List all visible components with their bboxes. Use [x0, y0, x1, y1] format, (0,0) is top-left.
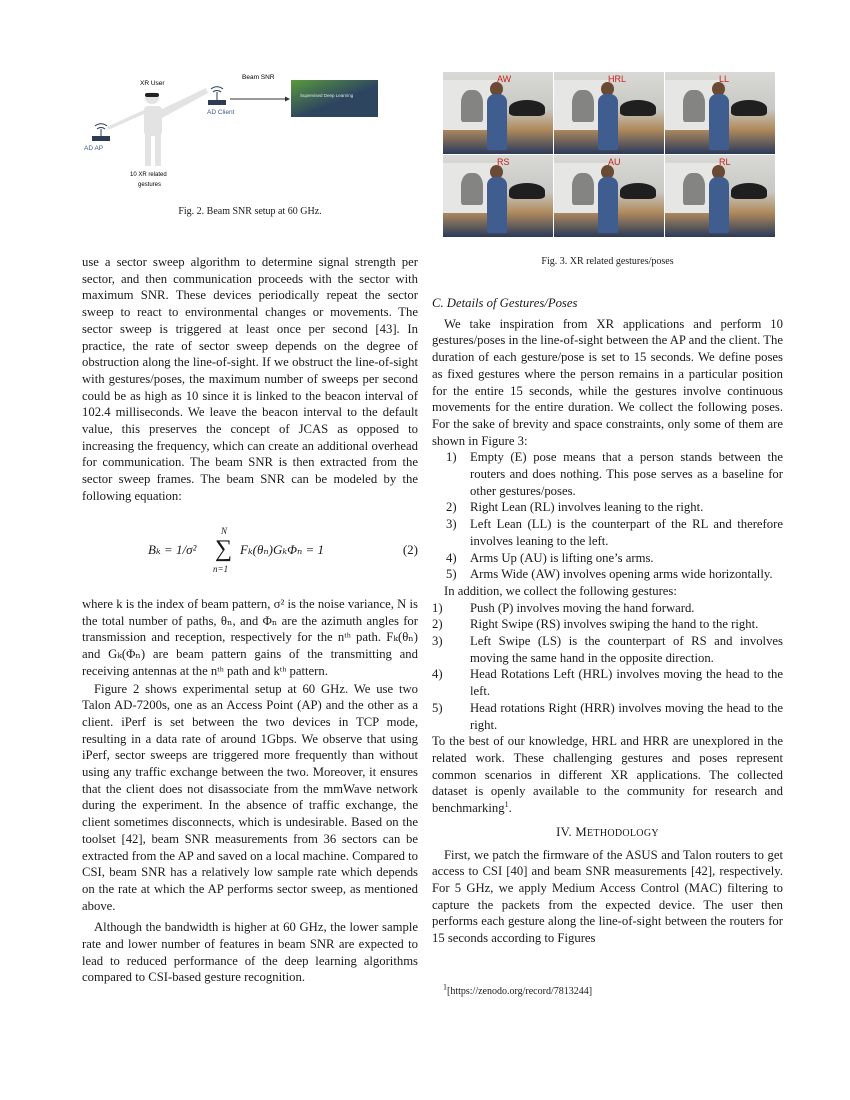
ad-client-label: AD Client [207, 109, 235, 116]
list-item [432, 449, 783, 499]
supervised-deep-learning-label: Supervised Deep Learning [300, 93, 354, 98]
equation-lhs: Bₖ = 1/σ² [148, 542, 197, 557]
tile-label: LL [719, 74, 730, 84]
list-number: 1) [432, 600, 443, 615]
paragraph-gestures-intro: We take inspiration from XR applications and perform 10 gestures/poses in the line-of-sight between the AP and the client. The duration of each gesture/pose is set to 15 seconds. We define poses as fixed gestures where the person remains in a particular position for the entire 15 seconds, while the gestures involve continuous movements for the entire duration. We collect the following poses. For the sake of brevity and space constraints, only some of them are shown in Figure 3: [432, 316, 783, 448]
arrow-head-icon [285, 97, 290, 102]
section-heading-methodology [432, 824, 783, 843]
photo-tile-rl [665, 155, 775, 237]
figure-2-caption: Fig. 2. Beam SNR setup at 60 GHz. [178, 206, 322, 217]
section-heading-details-gestures: C. Details of Gestures/Poses [432, 296, 578, 310]
list-number: 5) [446, 567, 457, 582]
list-item [432, 600, 783, 617]
left-column [82, 254, 418, 505]
photo-tile-hrl [554, 72, 664, 154]
list-item [432, 499, 783, 516]
equation-rhs: Fₖ(θₙ)GₖΦₙ = 1 [240, 542, 325, 557]
footnote-mark: 1 [443, 982, 447, 992]
list-text: Empty (E) pose means that a person stands between the routers and does nothing. This pose serves as a baseline for other gestures/poses. [470, 450, 783, 498]
person-silhouette-icon [107, 88, 208, 166]
ad-client-router-icon [208, 87, 226, 105]
list-number: 3) [432, 634, 443, 649]
paragraph-equation-terms: where k is the index of beam pattern, σ² is the noise variance, N is the total number of paths, θₙ, and Φₙ are the azimuth angles for transmission and reception, respectively for the nᵗʰ path. Fₖ(θₙ) and Gₖ(Φₙ) are beam pattern gains of the transmitting and receiving antennas at the nᵗʰ path and kᵗʰ pattern. [82, 597, 418, 678]
paragraph-experimental-setup: Figure 2 shows experimental setup at 60 GHz. We use two Talon AD-7200s, one as an Access Point (AP) and the other as a client. iPerf is set between the two devices in TCP mode, resulting in a data rate of around 1Gbps. We observe that using iPerf, sector sweeps are triggered more frequently than without using any traffic exchange between the two. Moreover, it ensures that the client does not disassociate from the mmWave network during the experiment. In the absence of traffic exchange, the client sometimes disconnects, which is undesirable. Based on the toolset [42], beam SNR measurements from 36 sectors can be extracted from the AP and saved on a local machine. Compared to CSI, beam SNR has a relatively low sample rate which depends on the rate at which the AP performs sector sweep, as mentioned above. [82, 681, 418, 913]
equation-sum-symbol: ∑ [215, 536, 233, 562]
poses-list [432, 449, 783, 583]
list-number: 1) [446, 450, 457, 465]
ad-ap-label: AD AP [84, 145, 104, 152]
tile-label: HRL [608, 74, 627, 84]
list-item [432, 550, 783, 567]
heading-rest: ETHODOLOGY [587, 827, 659, 839]
tile-label: AW [497, 74, 512, 84]
supervised-deep-learning-box [291, 80, 378, 117]
list-text: Right Lean (RL) involves leaning to the right. [470, 500, 704, 515]
list-number: 3) [446, 517, 457, 532]
paragraph-methodology: First, we patch the firmware of the ASUS and Talon routers to get access to CSI [40] and beam SNR measurements [42], respectively. For 5 GHz, we apply Medium Access Control (MAC) filtering to capture the packets from the expected device. The user then performs each gesture along the line-of-sight between the routers for 15 seconds according to Figures [432, 847, 783, 946]
right-column [432, 295, 783, 947]
list-text: Left Lean (LL) is the counterpart of the RL and therefore involves leaning to the left. [470, 517, 783, 548]
gestures-list [432, 600, 783, 734]
equation-number: (2) [402, 542, 418, 557]
figure-2-diagram [78, 62, 378, 192]
figure-3-photo-grid [443, 72, 776, 238]
equation-sum-upper: N [221, 526, 228, 536]
list-text: Head Rotations Left (HRL) involves moving the head to the left. [470, 667, 783, 699]
photo-tile-au [554, 155, 664, 237]
list-item [432, 633, 783, 666]
list-item [432, 516, 783, 549]
list-text: Push (P) involves moving the hand forward. [470, 600, 695, 615]
list-number: 4) [446, 550, 457, 565]
dataset-text-end: . [508, 801, 512, 816]
dataset-text: To the best of our knowledge, HRL and HRR are unexplored in the related work. These challenging gestures and poses represent common scenarios in different XR applications. The collected dataset is openly available to the community for research and benchmarking [432, 734, 783, 816]
equation-sum-lower: n=1 [213, 564, 229, 574]
footnote-link[interactable]: [https://zenodo.org/record/7813244] [447, 986, 593, 997]
footnote-ref[interactable]: 1 [504, 799, 509, 809]
list-number: 5) [432, 700, 443, 715]
list-item [432, 666, 783, 699]
list-number: 2) [446, 500, 457, 515]
equation-2 [82, 528, 418, 578]
paragraph-gestures-addition: In addition, we collect the following gestures: [444, 583, 677, 598]
figure-3-caption: Fig. 3. XR related gestures/poses [541, 256, 674, 267]
gestures-label-1: 10 XR related [130, 172, 167, 178]
paragraph-bandwidth: Although the bandwidth is higher at 60 GHz, the lower sample rate and lower number of features in beam SNR are expected to lead to reduced performance of the deep learning algorithms compared to CSI-based gesture recognition. [82, 920, 418, 985]
xr-user-label: XR User [140, 80, 165, 87]
list-item [432, 616, 783, 633]
beam-snr-label: Beam SNR [242, 74, 275, 81]
left-column-lower [82, 596, 418, 986]
list-item [432, 700, 783, 733]
tile-label: RS [497, 157, 510, 167]
list-item [432, 566, 783, 583]
footnote [443, 982, 593, 997]
paragraph-sector-sweep: use a sector sweep algorithm to determine signal strength per sector, and then communication proceeds with the sector with maximum SNR. These devices periodically repeat the sector sweep to react to environmental changes or movements. The sector sweep is triggered at least once per second [43]. In practice, the rate of sector sweep depends on the degree of obstruction along the line-of-sight. If we obstruct the line-of-sight with gestures/poses, the maximum number of sweeps per second could be as high as 10 since it is linked to the beacon interval of 102.4 milliseconds. We leave the beacon interval to the default value, this preserves the concept of JCAS as opposed to increasing the frequency, which can create an additional overhead for communication. The beam SNR is then extracted from the sector sweep frames. The beam SNR can be modeled by the following equation: [82, 255, 418, 503]
vr-headset-icon [145, 93, 159, 97]
tile-label: AU [608, 157, 621, 167]
photo-tile-aw [443, 72, 553, 154]
tile-label: RL [719, 157, 731, 167]
list-text: Arms Up (AU) is lifting one’s arms. [470, 550, 654, 565]
heading-number: IV. M [556, 824, 587, 839]
list-number: 2) [432, 617, 443, 632]
paragraph-dataset [432, 733, 783, 817]
ad-ap-router-icon [92, 124, 110, 141]
list-text: Head rotations Right (HRR) involves moving the head to the right. [470, 700, 783, 732]
gestures-label-2: gestures [138, 182, 162, 188]
photo-tile-rs [443, 155, 553, 237]
list-text: Right Swipe (RS) involves swiping the hand to the right. [470, 617, 759, 632]
photo-tile-ll [665, 72, 775, 154]
list-text: Left Swipe (LS) is the counterpart of RS and involves moving the same hand in the opposite direction. [470, 634, 783, 665]
list-number: 4) [432, 667, 443, 682]
list-text: Arms Wide (AW) involves opening arms wide horizontally. [470, 567, 773, 582]
